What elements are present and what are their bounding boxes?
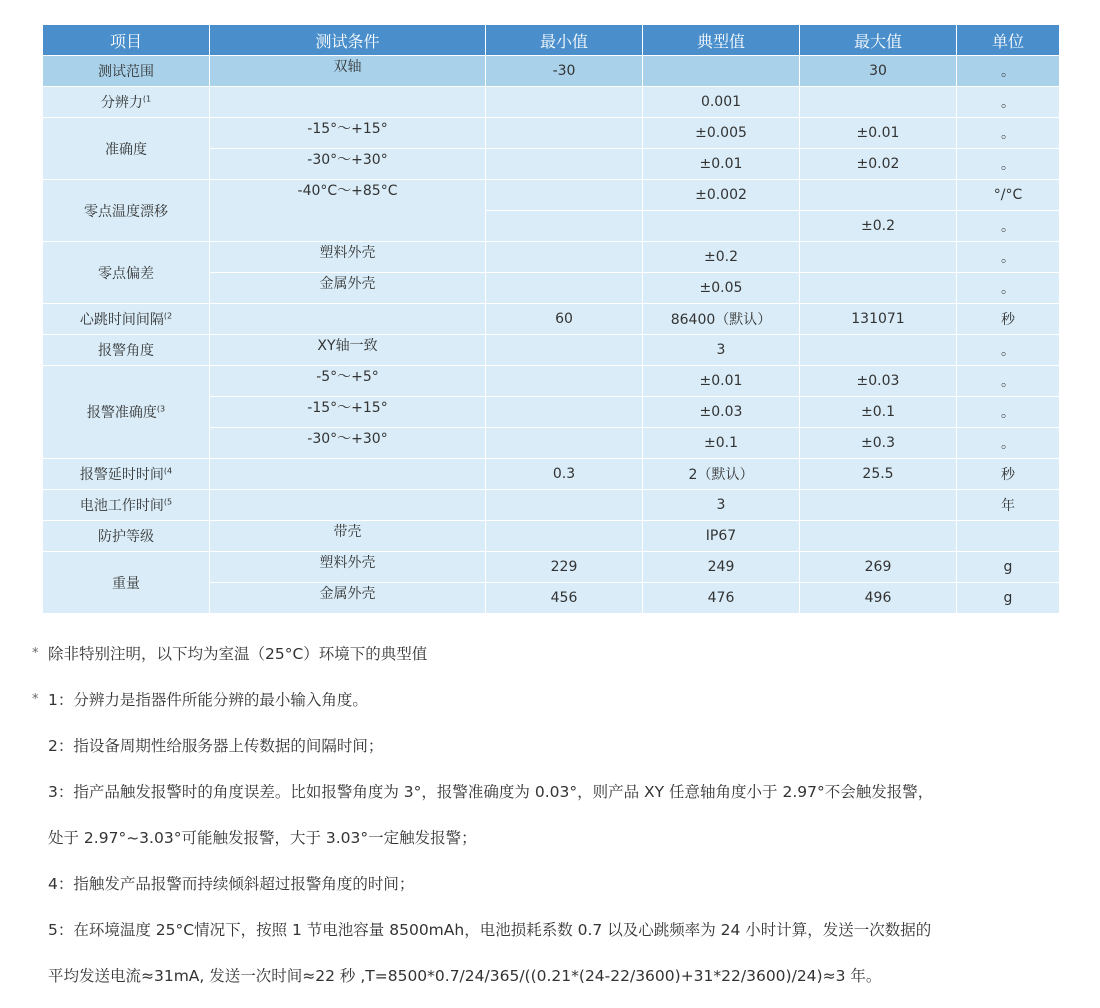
min-cell bbox=[486, 521, 643, 552]
max-cell: 269 bbox=[800, 552, 957, 583]
max-cell bbox=[800, 521, 957, 552]
header-min: 最小值 bbox=[486, 25, 643, 56]
note-4 bbox=[32, 870, 1072, 916]
max-cell: 496 bbox=[800, 583, 957, 614]
max-cell: ±0.3 bbox=[800, 428, 957, 459]
max-cell: 131071 bbox=[800, 304, 957, 335]
max-cell bbox=[800, 490, 957, 521]
item-label: 心跳时间间隔 bbox=[79, 312, 164, 328]
max-cell: ±0.01 bbox=[800, 118, 957, 149]
typical-cell: IP67 bbox=[643, 521, 800, 552]
unit-cell: °/°C bbox=[957, 180, 1060, 211]
max-cell: 30 bbox=[800, 56, 957, 87]
footnote-mark: (5 bbox=[163, 497, 173, 507]
min-cell: -30 bbox=[486, 56, 643, 87]
table-row bbox=[43, 521, 1060, 552]
condition-cell: XY轴一致 bbox=[210, 335, 486, 366]
min-cell bbox=[486, 211, 643, 242]
typical-cell: ±0.01 bbox=[643, 366, 800, 397]
note-5 bbox=[32, 916, 1072, 962]
min-cell: 60 bbox=[486, 304, 643, 335]
table-row bbox=[43, 118, 1060, 149]
unit-cell: 。 bbox=[957, 428, 1060, 459]
table-row bbox=[43, 304, 1060, 335]
item-label: 报警准确度 bbox=[86, 405, 157, 421]
max-cell: ±0.1 bbox=[800, 397, 957, 428]
typical-cell: ±0.01 bbox=[643, 149, 800, 180]
note-text: 1：分辨力是指器件所能分辨的最小输入角度。 bbox=[48, 691, 368, 709]
unit-cell: 。 bbox=[957, 242, 1060, 273]
item-cell: 报警角度 bbox=[43, 335, 210, 366]
unit-cell: 。 bbox=[957, 335, 1060, 366]
max-cell bbox=[800, 273, 957, 304]
unit-cell: 。 bbox=[957, 149, 1060, 180]
asterisk-mark: * bbox=[32, 692, 39, 707]
condition-cell: -40°C～+85°C bbox=[210, 180, 486, 242]
typical-cell: ±0.1 bbox=[643, 428, 800, 459]
typical-cell: ±0.05 bbox=[643, 273, 800, 304]
table-row bbox=[43, 56, 1060, 87]
table-row bbox=[43, 459, 1060, 490]
typical-cell: 249 bbox=[643, 552, 800, 583]
max-cell bbox=[800, 180, 957, 211]
max-cell: 25.5 bbox=[800, 459, 957, 490]
unit-cell: g bbox=[957, 583, 1060, 614]
condition-cell bbox=[210, 87, 486, 118]
item-cell: 重量 bbox=[43, 552, 210, 614]
note-text: 除非特别注明，以下均为室温（25°C）环境下的典型值 bbox=[48, 645, 428, 663]
condition-cell: -30°～+30° bbox=[210, 428, 486, 459]
item-cell: 准确度 bbox=[43, 118, 210, 180]
note-3 bbox=[32, 778, 1072, 824]
item-label: 分辨力 bbox=[100, 95, 143, 111]
typical-cell bbox=[643, 56, 800, 87]
item-cell bbox=[43, 87, 210, 118]
typical-cell: ±0.2 bbox=[643, 242, 800, 273]
typical-cell: 2（默认） bbox=[643, 459, 800, 490]
typical-cell bbox=[643, 211, 800, 242]
asterisk-mark: * bbox=[32, 646, 39, 661]
footnotes bbox=[32, 640, 1072, 1008]
item-cell bbox=[43, 366, 210, 459]
unit-cell: 。 bbox=[957, 273, 1060, 304]
note-text: 5：在环境温度 25°C情况下，按照 1 节电池容量 8500mAh，电池损耗系数 0.7 以及心跳频率为 24 小时计算，发送一次数据的 bbox=[48, 921, 932, 939]
typical-cell: 476 bbox=[643, 583, 800, 614]
condition-cell: -15°～+15° bbox=[210, 397, 486, 428]
typical-cell: 3 bbox=[643, 490, 800, 521]
max-cell: ±0.2 bbox=[800, 211, 957, 242]
item-label: 电池工作时间 bbox=[79, 498, 164, 514]
table-row bbox=[43, 335, 1060, 366]
unit-cell: 。 bbox=[957, 56, 1060, 87]
condition-cell bbox=[210, 490, 486, 521]
header-typical: 典型值 bbox=[643, 25, 800, 56]
condition-cell: 带壳 bbox=[210, 521, 486, 552]
note-3-cont bbox=[32, 824, 1072, 870]
unit-cell: 。 bbox=[957, 366, 1060, 397]
unit-cell: 年 bbox=[957, 490, 1060, 521]
condition-cell bbox=[210, 304, 486, 335]
unit-cell bbox=[957, 521, 1060, 552]
item-cell: 防护等级 bbox=[43, 521, 210, 552]
unit-cell: 秒 bbox=[957, 459, 1060, 490]
header-row bbox=[43, 25, 1060, 56]
item-label: 报警延时时间 bbox=[79, 467, 164, 483]
min-cell bbox=[486, 149, 643, 180]
note-text: 2：指设备周期性给服务器上传数据的间隔时间； bbox=[48, 737, 384, 755]
footnote-mark: (1 bbox=[142, 94, 152, 104]
typical-cell: ±0.002 bbox=[643, 180, 800, 211]
spec-table bbox=[42, 24, 1060, 614]
condition-cell: -30°～+30° bbox=[210, 149, 486, 180]
unit-cell: 。 bbox=[957, 87, 1060, 118]
max-cell: ±0.02 bbox=[800, 149, 957, 180]
max-cell bbox=[800, 335, 957, 366]
item-cell bbox=[43, 459, 210, 490]
min-cell: 229 bbox=[486, 552, 643, 583]
min-cell bbox=[486, 118, 643, 149]
table-row bbox=[43, 490, 1060, 521]
item-cell: 零点温度漂移 bbox=[43, 180, 210, 242]
typical-cell: 3 bbox=[643, 335, 800, 366]
typical-cell: 86400（默认） bbox=[643, 304, 800, 335]
footnote-mark: (3 bbox=[156, 404, 166, 414]
condition-cell: 双轴 bbox=[210, 56, 486, 87]
max-cell: ±0.03 bbox=[800, 366, 957, 397]
typical-cell: ±0.005 bbox=[643, 118, 800, 149]
min-cell bbox=[486, 490, 643, 521]
condition-cell: 塑料外壳 bbox=[210, 242, 486, 273]
min-cell bbox=[486, 428, 643, 459]
max-cell bbox=[800, 87, 957, 118]
header-unit: 单位 bbox=[957, 25, 1060, 56]
unit-cell: 。 bbox=[957, 397, 1060, 428]
item-cell bbox=[43, 304, 210, 335]
footnote-mark: (4 bbox=[163, 466, 173, 476]
note-1 bbox=[32, 686, 1072, 732]
header-max: 最大值 bbox=[800, 25, 957, 56]
condition-cell bbox=[210, 459, 486, 490]
table-row bbox=[43, 180, 1060, 211]
item-cell: 测试范围 bbox=[43, 56, 210, 87]
header-condition: 测试条件 bbox=[210, 25, 486, 56]
min-cell bbox=[486, 87, 643, 118]
note-text: 3：指产品触发报警时的角度误差。比如报警角度为 3°，报警准确度为 0.03°，则产品 XY 任意轴角度小于 2.97°不会触发报警， bbox=[48, 783, 934, 801]
item-cell bbox=[43, 490, 210, 521]
min-cell: 0.3 bbox=[486, 459, 643, 490]
min-cell bbox=[486, 335, 643, 366]
condition-cell: 塑料外壳 bbox=[210, 552, 486, 583]
unit-cell: g bbox=[957, 552, 1060, 583]
condition-cell: 金属外壳 bbox=[210, 583, 486, 614]
table-row bbox=[43, 366, 1060, 397]
table-row bbox=[43, 242, 1060, 273]
condition-cell: -15°～+15° bbox=[210, 118, 486, 149]
min-cell bbox=[486, 180, 643, 211]
unit-cell: 。 bbox=[957, 211, 1060, 242]
max-cell bbox=[800, 242, 957, 273]
note-text: 处于 2.97°~3.03°可能触发报警，大于 3.03°一定触发报警； bbox=[48, 829, 477, 847]
typical-cell: ±0.03 bbox=[643, 397, 800, 428]
note-2 bbox=[32, 732, 1072, 778]
typical-cell: 0.001 bbox=[643, 87, 800, 118]
note-5-cont bbox=[32, 962, 1072, 1008]
header-item: 项目 bbox=[43, 25, 210, 56]
table-row bbox=[43, 552, 1060, 583]
min-cell bbox=[486, 397, 643, 428]
condition-cell: -5°～+5° bbox=[210, 366, 486, 397]
condition-cell: 金属外壳 bbox=[210, 273, 486, 304]
unit-cell: 秒 bbox=[957, 304, 1060, 335]
note-text: 平均发送电流≈31mA, 发送一次时间≈22 秒 ,T=8500*0.7/24/365/((0.21*(24-22/3600)+31*22/3600)/24)≈3 年。 bbox=[48, 967, 882, 985]
min-cell: 456 bbox=[486, 583, 643, 614]
min-cell bbox=[486, 273, 643, 304]
table-row bbox=[43, 87, 1060, 118]
note-intro bbox=[32, 640, 1072, 686]
min-cell bbox=[486, 242, 643, 273]
unit-cell: 。 bbox=[957, 118, 1060, 149]
footnote-mark: (2 bbox=[163, 311, 173, 321]
note-text: 4：指触发产品报警而持续倾斜超过报警角度的时间； bbox=[48, 875, 415, 893]
item-cell: 零点偏差 bbox=[43, 242, 210, 304]
min-cell bbox=[486, 366, 643, 397]
